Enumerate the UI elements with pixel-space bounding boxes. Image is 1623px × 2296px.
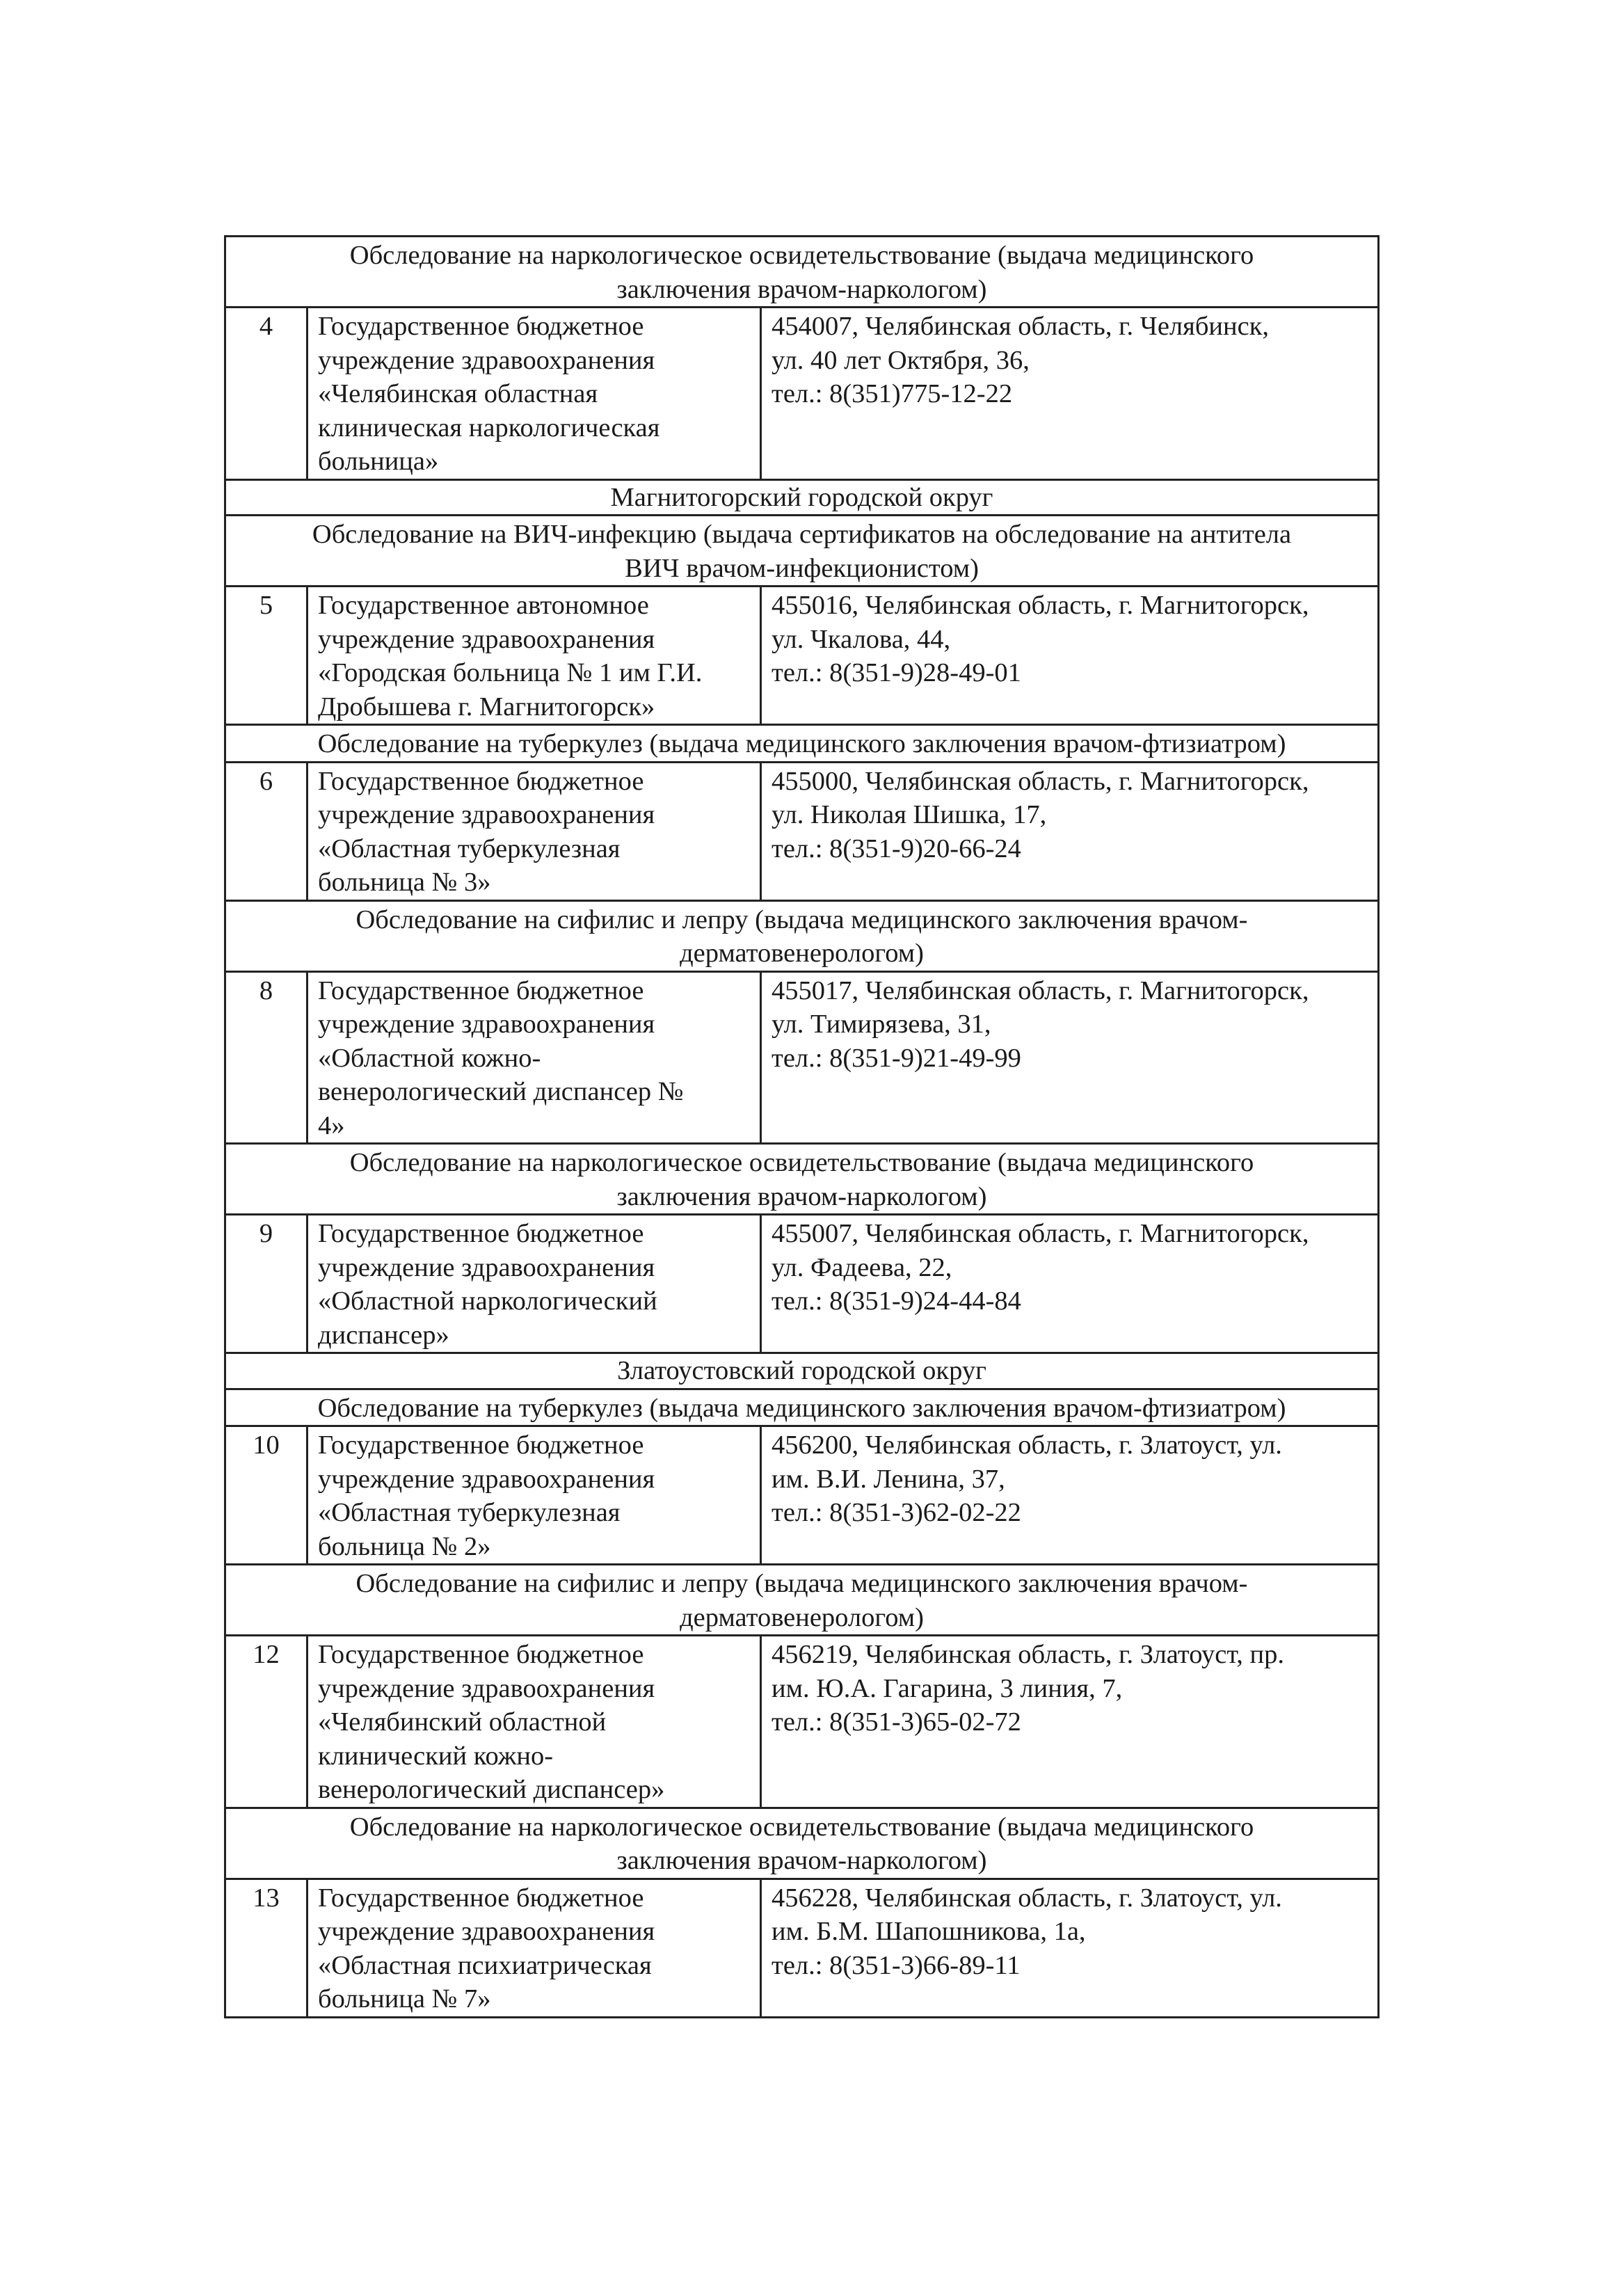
table-body [225, 237, 1379, 2018]
facility-row [225, 587, 1379, 725]
section-heading-row [225, 516, 1379, 587]
section-heading [225, 900, 1379, 971]
facility-name-line: Государственное бюджетное [318, 312, 644, 341]
facility-row [225, 1879, 1379, 2017]
facility-address-line: 456228, Челябинская область, г. Златоуст, ул. [771, 1883, 1282, 1913]
facility-name-line: учреждение здравоохранения [318, 800, 655, 829]
facility-name-line: клиническая наркологическая [318, 413, 660, 443]
row-number: 12 [225, 1636, 307, 1808]
facility-name-line: больница» [318, 447, 439, 476]
facility-name-line: учреждение здравоохранения [318, 345, 655, 375]
section-heading [225, 725, 1379, 763]
facility-name-line: учреждение здравоохранения [318, 1464, 655, 1494]
heading-line: Обследование на туберкулез (выдача медицинского заключения врачом-фтизиатром) [317, 1393, 1286, 1423]
facility-name-line: «Городская больница № 1 им Г.И. [318, 658, 703, 687]
facility-name-line: «Областная туберкулезная [318, 834, 621, 863]
facility-name-line: Государственное бюджетное [318, 1640, 644, 1669]
facility-name-line: больница № 2» [318, 1531, 491, 1561]
facility-name-cell [307, 1636, 761, 1808]
facility-row [225, 1426, 1379, 1565]
heading-line: Обследование на наркологическое освидетельствование (выдача медицинского [349, 241, 1254, 270]
facility-address-line: тел.: 8(351-3)66-89-11 [771, 1950, 1021, 1980]
facility-address-cell [761, 1426, 1379, 1565]
facility-name-line: Государственное бюджетное [318, 975, 644, 1005]
facility-name-line: «Челябинская областная [318, 379, 598, 408]
facility-name-line: «Областной наркологический [318, 1286, 657, 1316]
facility-address-cell [761, 1636, 1379, 1808]
facility-address-line: 456219, Челябинская область, г. Златоуст, пр. [771, 1640, 1284, 1669]
row-number: 10 [225, 1426, 307, 1565]
facility-row [225, 308, 1379, 480]
heading-line: Обследование на наркологическое освидетельствование (выдача медицинского [349, 1148, 1254, 1177]
facility-address-cell [761, 1879, 1379, 2017]
facility-address-line: 455016, Челябинская область, г. Магнитогорск, [771, 591, 1309, 620]
facility-name-cell [307, 308, 761, 480]
facility-address-line: тел.: 8(351-3)62-02-22 [771, 1498, 1021, 1527]
facility-row [225, 1636, 1379, 1808]
facility-name-cell [307, 971, 761, 1144]
facility-address-line: тел.: 8(351-9)28-49-01 [771, 658, 1021, 687]
medical-facilities-table [224, 235, 1380, 2018]
row-number: 6 [225, 762, 307, 900]
facility-name-line: «Челябинский областной [318, 1707, 607, 1737]
heading-line: заключения врачом-наркологом) [616, 1181, 987, 1211]
facility-name-line: Государственное автономное [318, 591, 649, 620]
section-heading [225, 516, 1379, 587]
facility-address-line: тел.: 8(351-9)24-44-84 [771, 1286, 1021, 1316]
facility-address-line: тел.: 8(351-9)21-49-99 [771, 1043, 1021, 1073]
district-heading-row [225, 1353, 1379, 1389]
facility-name-line: учреждение здравоохранения [318, 1252, 655, 1282]
facility-address-line: им. Б.М. Шапошникова, 1а, [771, 1917, 1086, 1946]
facility-name-line: 4» [318, 1110, 345, 1140]
heading-line: Магнитогорский городской округ [610, 482, 993, 512]
facility-address-line: ул. Тимирязева, 31, [771, 1010, 991, 1039]
section-heading [225, 237, 1379, 308]
heading-line: Златоустовский городской округ [617, 1356, 986, 1385]
facility-address-line: ул. Фадеева, 22, [771, 1252, 952, 1282]
facility-name-line: учреждение здравоохранения [318, 1673, 655, 1703]
facility-address-line: ул. Николая Шишка, 17, [771, 800, 1047, 829]
heading-line: заключения врачом-наркологом) [616, 1846, 987, 1875]
facility-name-line: Государственное бюджетное [318, 1883, 644, 1913]
facility-address-cell [761, 1215, 1379, 1353]
section-heading-row [225, 900, 1379, 971]
facility-address-line: ул. 40 лет Октября, 36, [771, 345, 1030, 375]
facility-row [225, 971, 1379, 1144]
section-heading-row [225, 237, 1379, 308]
district-heading [225, 479, 1379, 516]
section-heading-row [225, 725, 1379, 763]
district-heading-row [225, 479, 1379, 516]
facility-name-line: венерологический диспансер» [318, 1775, 665, 1804]
facility-address-cell [761, 587, 1379, 725]
facility-name-line: учреждение здравоохранения [318, 1010, 655, 1039]
facility-address-cell [761, 308, 1379, 480]
district-heading [225, 1353, 1379, 1389]
row-number: 9 [225, 1215, 307, 1353]
heading-line: ВИЧ врачом-инфекционистом) [625, 553, 979, 583]
facility-name-line: «Областная психиатрическая [318, 1950, 652, 1980]
facility-name-line: «Областная туберкулезная [318, 1498, 621, 1527]
facility-address-line: тел.: 8(351-9)20-66-24 [771, 834, 1021, 863]
heading-line: заключения врачом-наркологом) [616, 274, 987, 304]
facility-address-line: 455000, Челябинская область, г. Магнитогорск, [771, 766, 1309, 796]
heading-line: Обследование на туберкулез (выдача медицинского заключения врачом-фтизиатром) [317, 729, 1286, 758]
row-number: 13 [225, 1879, 307, 2017]
facility-address-line: ул. Чкалова, 44, [771, 624, 951, 654]
facility-address-line: 456200, Челябинская область, г. Златоуст, ул. [771, 1430, 1282, 1460]
facility-row [225, 762, 1379, 900]
facility-address-cell [761, 762, 1379, 900]
facility-address-line: 455017, Челябинская область, г. Магнитогорск, [771, 975, 1309, 1005]
row-number: 4 [225, 308, 307, 480]
section-heading-row [225, 1808, 1379, 1879]
facility-row [225, 1215, 1379, 1353]
facility-name-line: учреждение здравоохранения [318, 1917, 655, 1946]
heading-line: Обследование на сифилис и лепру (выдача медицинского заключения врачом- [355, 904, 1248, 934]
facility-name-line: Государственное бюджетное [318, 1219, 644, 1248]
facility-name-line: диспансер» [318, 1320, 449, 1350]
heading-line: Обследование на наркологическое освидетельствование (выдача медицинского [349, 1812, 1254, 1842]
facility-name-line: венерологический диспансер № [318, 1077, 684, 1106]
facility-address-line: им. В.И. Ленина, 37, [771, 1464, 1005, 1494]
facility-name-line: Дробышева г. Магнитогорск» [318, 692, 655, 722]
facility-name-line: больница № 3» [318, 868, 491, 897]
facility-name-cell [307, 587, 761, 725]
facility-name-line: Государственное бюджетное [318, 1430, 644, 1460]
section-heading [225, 1144, 1379, 1215]
facility-address-line: 454007, Челябинская область, г. Челябинск, [771, 312, 1270, 341]
facility-address-line: тел.: 8(351)775-12-22 [771, 379, 1013, 408]
section-heading-row [225, 1144, 1379, 1215]
heading-line: дерматовенерологом) [680, 1602, 924, 1632]
section-heading-row [225, 1389, 1379, 1426]
row-number: 5 [225, 587, 307, 725]
facility-address-cell [761, 971, 1379, 1144]
section-heading [225, 1389, 1379, 1426]
facility-name-cell [307, 1426, 761, 1565]
section-heading [225, 1565, 1379, 1636]
facility-address-line: тел.: 8(351-3)65-02-72 [771, 1707, 1021, 1737]
section-heading-row [225, 1565, 1379, 1636]
facility-name-cell [307, 1879, 761, 2017]
facility-name-cell [307, 762, 761, 900]
facility-name-line: «Областной кожно- [318, 1043, 541, 1073]
heading-line: Обследование на сифилис и лепру (выдача медицинского заключения врачом- [355, 1569, 1248, 1598]
facility-address-line: 455007, Челябинская область, г. Магнитогорск, [771, 1219, 1309, 1248]
facility-name-line: Государственное бюджетное [318, 766, 644, 796]
facility-name-cell [307, 1215, 761, 1353]
heading-line: Обследование на ВИЧ-инфекцию (выдача сертификатов на обследование на антитела [312, 520, 1292, 549]
heading-line: дерматовенерологом) [680, 939, 924, 968]
facility-name-line: больница № 7» [318, 1984, 491, 2014]
facility-address-line: им. Ю.А. Гагарина, 3 линия, 7, [771, 1673, 1123, 1703]
facility-name-line: учреждение здравоохранения [318, 624, 655, 654]
section-heading [225, 1808, 1379, 1879]
row-number: 8 [225, 971, 307, 1144]
facility-name-line: клинический кожно- [318, 1741, 554, 1771]
